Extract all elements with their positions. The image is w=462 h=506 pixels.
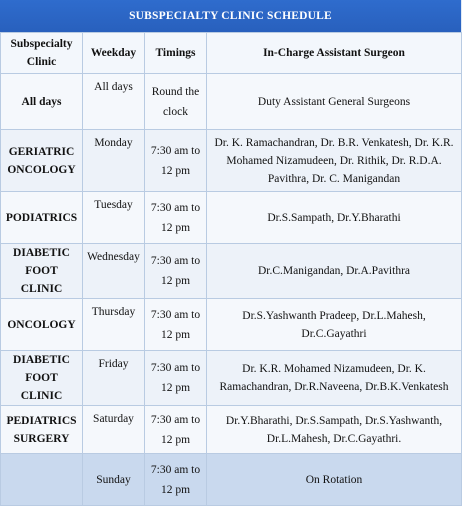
timing-line1: 7:30 am to xyxy=(150,362,201,374)
weekday-cell: Sunday xyxy=(83,454,145,506)
surgeon-cell: Dr.S.Sampath, Dr.Y.Bharathi xyxy=(207,192,462,244)
surgeon-cell: Dr.Y.Bharathi, Dr.S.Sampath, Dr.S.Yashwanth, Dr.L.Mahesh, Dr.C.Gayathri. xyxy=(207,406,462,454)
timing-cell xyxy=(145,454,207,506)
table-row xyxy=(1,244,462,299)
header-surgeon: In-Charge Assistant Surgeon xyxy=(207,33,462,74)
table-row xyxy=(1,299,462,351)
weekday-cell: All days xyxy=(83,74,145,130)
weekday-cell: Wednesday xyxy=(83,244,145,299)
timing-cell xyxy=(145,406,207,454)
schedule-title: SUBSPECIALTY CLINIC SCHEDULE xyxy=(0,0,461,32)
timing-cell xyxy=(145,299,207,351)
weekday-cell: Monday xyxy=(83,130,145,192)
surgeon-cell: Dr.S.Yashwanth Pradeep, Dr.L.Mahesh, Dr.C.Gayathri xyxy=(207,299,462,351)
surgeon-cell: Dr. K.R. Mohamed Nizamudeen, Dr. K. Ramachandran, Dr.R.Naveena, Dr.B.K.Venkatesh xyxy=(207,351,462,406)
timing-line1: 7:30 am to xyxy=(150,308,201,321)
table-row xyxy=(1,454,462,506)
timing-line2: clock xyxy=(163,105,188,118)
surgeon-cell: Duty Assistant General Surgeons xyxy=(207,74,462,130)
timing-line2: 12 pm xyxy=(160,328,191,341)
header-clinic: Subspecialty Clinic xyxy=(1,33,83,74)
timing-cell xyxy=(145,130,207,192)
timing-line2: 12 pm xyxy=(160,164,191,177)
header-timings: Timings xyxy=(145,33,207,74)
table-row xyxy=(1,74,462,130)
table-row xyxy=(1,406,462,454)
timing-line2: 12 pm xyxy=(160,221,191,234)
timing-line1: 7:30 am to xyxy=(150,144,201,157)
surgeon-cell: On Rotation xyxy=(207,454,462,506)
timing-line1: Round the xyxy=(151,85,200,98)
timing-line2: 12 pm xyxy=(160,382,191,394)
weekday-cell: Thursday xyxy=(83,299,145,351)
timing-cell xyxy=(145,192,207,244)
schedule-table xyxy=(0,32,462,506)
weekday-cell: Saturday xyxy=(83,406,145,454)
timing-line1: 7:30 am to xyxy=(150,255,201,267)
surgeon-cell: Dr.C.Manigandan, Dr.A.Pavithra xyxy=(207,244,462,299)
timing-cell xyxy=(145,244,207,299)
clinic-cell: PODIATRICS xyxy=(1,192,83,244)
timing-cell xyxy=(145,351,207,406)
timing-line1: 7:30 am to xyxy=(150,413,201,426)
timing-cell xyxy=(145,74,207,130)
clinic-cell: ONCOLOGY xyxy=(1,299,83,351)
clinic-cell: All days xyxy=(1,74,83,130)
table-row xyxy=(1,192,462,244)
timing-line1: 7:30 am to xyxy=(150,201,201,214)
weekday-cell: Tuesday xyxy=(83,192,145,244)
clinic-cell: PEDIATRICS SURGERY xyxy=(1,406,83,454)
timing-line1: 7:30 am to xyxy=(150,463,201,476)
table-row xyxy=(1,351,462,406)
weekday-cell: Friday xyxy=(83,351,145,406)
table-header-row xyxy=(1,33,462,74)
clinic-cell: GERIATRIC ONCOLOGY xyxy=(1,130,83,192)
timing-line2: 12 pm xyxy=(160,275,191,287)
timing-line2: 12 pm xyxy=(160,433,191,446)
header-weekday: Weekday xyxy=(83,33,145,74)
surgeon-cell: Dr. K. Ramachandran, Dr. B.R. Venkatesh, Dr. K.R. Mohamed Nizamudeen, Dr. Rithik, Dr. R.D.A. Pavithra, Dr. C. Manigandan xyxy=(207,130,462,192)
clinic-cell: DIABETIC FOOT CLINIC xyxy=(1,351,83,406)
table-row xyxy=(1,130,462,192)
clinic-cell xyxy=(1,454,83,506)
timing-line2: 12 pm xyxy=(160,483,191,496)
clinic-cell: DIABETIC FOOT CLINIC xyxy=(1,244,83,299)
